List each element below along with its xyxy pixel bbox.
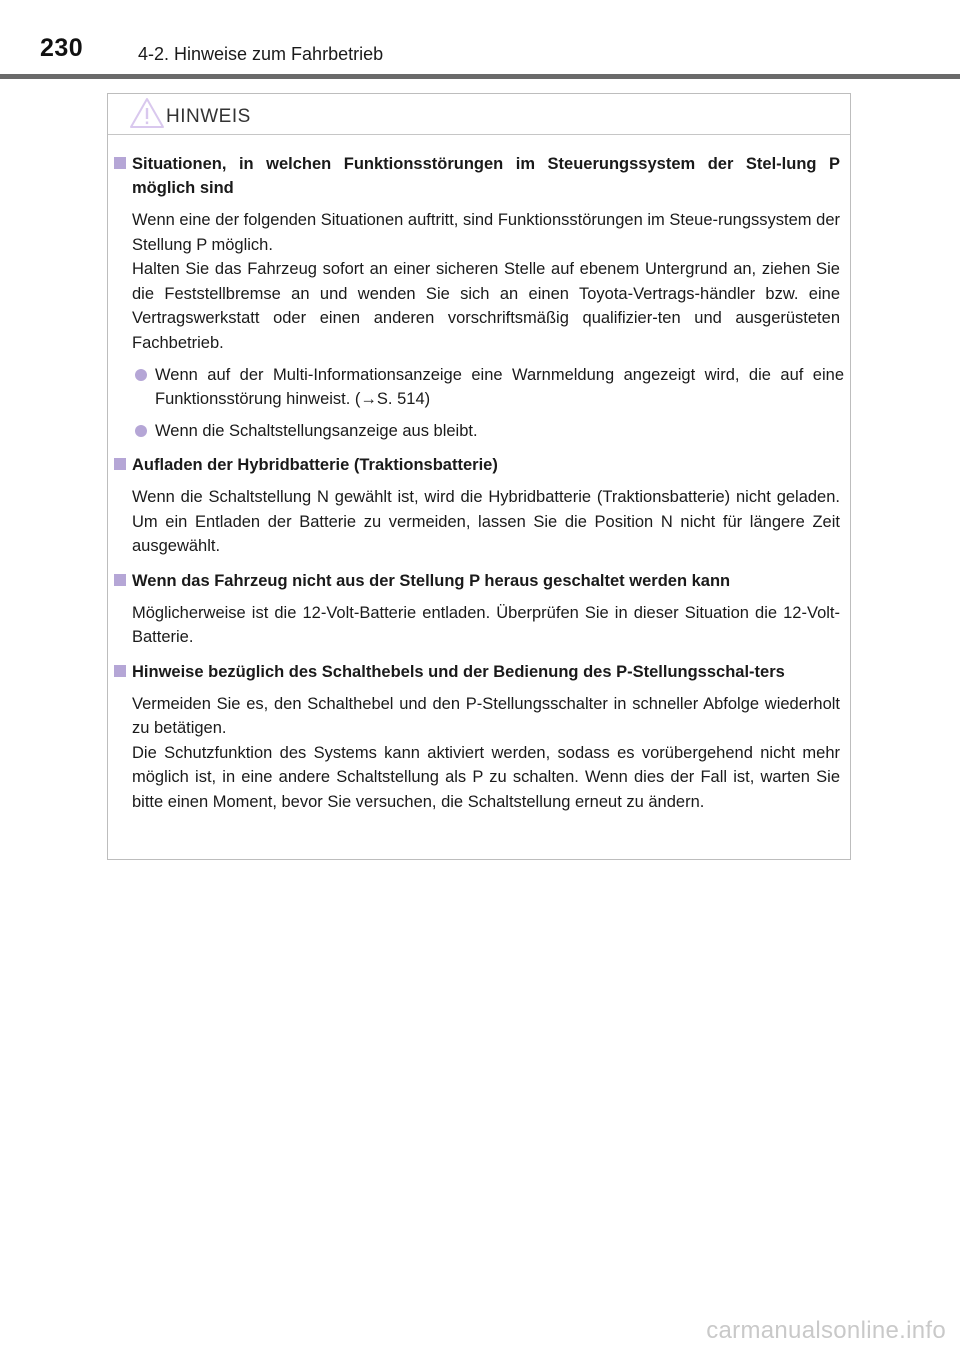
section-heading [108, 569, 840, 593]
page-number: 230 [40, 34, 84, 62]
footer-watermark: carmanualsonline.info [706, 1317, 946, 1344]
circle-bullet-icon [135, 369, 147, 381]
square-bullet-icon [114, 458, 126, 470]
section-heading [108, 152, 840, 200]
paragraph: Vermeiden Sie es, den Schalthebel und den P-Stellungsschalter in schneller Abfolge wiederholt zu betätigen. [132, 694, 840, 737]
list-item [132, 363, 844, 411]
section-heading-text: Hinweise bezüglich des Schalthebels und der Bedienung des P-Stellungsschal-ters [132, 662, 785, 681]
notice-body [108, 152, 852, 814]
square-bullet-icon [114, 574, 126, 586]
section-heading [108, 660, 840, 684]
paragraph: Die Schutzfunktion des Systems kann aktiviert werden, sodass es vorübergehend nicht mehr möglich ist, in eine andere Schaltstellung als P zu schalten. Wenn dies der Fall ist, warten Sie bitte einen Moment, bevor Sie versuchen, die Schaltstellung erneut zu ändern. [132, 743, 840, 811]
paragraph: Wenn die Schaltstellung N gewählt ist, wird die Hybridbatterie (Traktionsbatterie) nicht geladen. Um ein Entladen der Batterie zu vermeiden, lassen Sie die Position N nicht für längere Zeit ausgewählt. [132, 488, 840, 555]
list-item-text: Wenn auf der Multi-Informationsanzeige eine Warnmeldung angezeigt wird, die auf eine Funktionsstörung hinweist. (→S. 514) [155, 366, 844, 408]
section-title: 4-2. Hinweise zum Fahrbetrieb [138, 44, 384, 64]
section-heading-text: Situationen, in welchen Funktionsstörungen im Steuerungssystem der Stel-lung P möglich sind [132, 155, 840, 197]
paragraph: Halten Sie das Fahrzeug sofort an einer sicheren Stelle auf ebenem Untergrund an, ziehen Sie die Feststellbremse an und wenden Sie sich an einen Toyota-Vertrags-händler bzw. eine Vertragswerkstatt oder einen anderen vorschriftsmäßig qualifizier-ten und ausgerüsteten Fachbetrieb. [132, 260, 840, 352]
paragraph: Wenn eine der folgenden Situationen auftritt, sind Funktionsstörungen im Steue-rungssystem der Stellung P möglich. [132, 211, 840, 254]
circle-bullet-icon [135, 425, 147, 437]
square-bullet-icon [114, 665, 126, 677]
list-item-text: Wenn die Schaltstellungsanzeige aus bleibt. [155, 422, 478, 440]
notice-box [107, 93, 851, 860]
header-rule [0, 74, 960, 79]
notice-label: HINWEIS [166, 106, 251, 127]
list-item [132, 419, 844, 443]
section-heading [108, 453, 840, 477]
notice-header [108, 94, 850, 135]
section-heading-text: Aufladen der Hybridbatterie (Traktionsbatterie) [132, 456, 498, 474]
warning-triangle-icon [129, 97, 165, 129]
page-header [0, 0, 960, 80]
paragraph: Möglicherweise ist die 12-Volt-Batterie entladen. Überprüfen Sie in dieser Situation die 12-Volt-Batterie. [132, 603, 840, 646]
section-heading-text: Wenn das Fahrzeug nicht aus der Stellung P heraus geschaltet werden kann [132, 571, 731, 590]
square-bullet-icon [114, 157, 126, 169]
